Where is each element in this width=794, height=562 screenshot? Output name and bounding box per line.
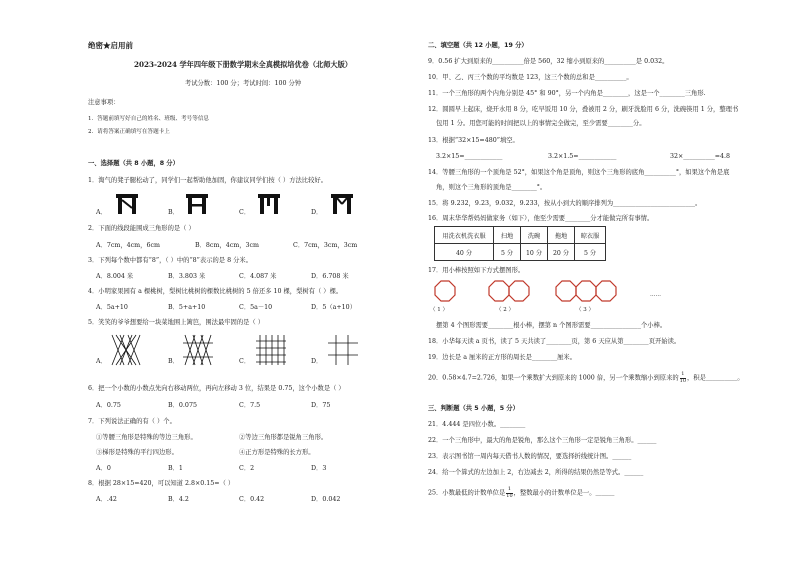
- q25-fraction: [506, 487, 512, 499]
- q3-opt-c: C．4.087 米: [239, 273, 277, 280]
- q17-ellipsis: ……: [650, 292, 661, 298]
- q2-opt-a: A．7cm，4cm，6cm: [96, 242, 160, 249]
- q1-opt-d: D．: [311, 209, 323, 216]
- q4-opt-c: C．5a－10: [239, 304, 273, 311]
- fence-c-image: [254, 333, 288, 367]
- q20-fraction-num: 1: [681, 371, 685, 377]
- q14-text: 14．等腰三角形的一个顶角是 52°，如果这个角是顶角，则这个三角形的底角__________°，如果这个角是底: [428, 169, 730, 176]
- q20-fraction-den: 10: [679, 377, 687, 384]
- q7-opt-a: A．0: [96, 465, 111, 472]
- q6-text: 6．把一个小数的小数点先向右移动两位，再向左移动 3 位，结果是 0.75，这个小数是（ ）: [88, 385, 345, 392]
- stool-b-image: [186, 194, 208, 214]
- chores-table: [434, 226, 606, 261]
- table-cell: 用洗衣机洗衣服: [435, 227, 494, 244]
- q2-opt-c: C．7cm，3cm，3cm: [293, 242, 358, 249]
- q20-fraction: [680, 372, 686, 384]
- q3-opt-b: B．3.803 米: [168, 273, 206, 280]
- table-cell: 洗碗: [521, 227, 548, 244]
- q7-item-3: ③梯形是特殊的平行四边形。: [96, 449, 178, 456]
- q5-opt-c: C．: [239, 358, 251, 365]
- page-title: 2023-2024 学年四年级下册数学期末全真模拟培优卷（北师大版）: [134, 60, 352, 69]
- note-1: 1．答题前填写好自己的姓名、班级、考号等信息: [88, 116, 210, 122]
- stool-d-image: [331, 194, 353, 214]
- q13-item-3: 32×__________=4.8: [670, 153, 731, 160]
- table-cell: 5 分: [575, 244, 606, 261]
- q5-opt-a: A．: [96, 358, 107, 365]
- q9-text: 9．0.56 扩大到原来的__________倍是 560，32 缩小到原来的__________是 0.032。: [428, 58, 669, 65]
- q4-opt-a: A．5a+10: [96, 304, 128, 311]
- q25-text-a: 25．小数最低的计数单位是: [428, 489, 506, 497]
- q11-text: 11．一个三角形的两个内角分别是 45° 和 90°，另一个内角是________，这是一个________三角形.: [428, 90, 706, 97]
- table-cell: 拖地: [548, 227, 575, 244]
- table-cell: 20 分: [548, 244, 575, 261]
- table-cell: 10 分: [521, 244, 548, 261]
- q25-text-b: ，整数最小的计数单位是一。______: [513, 489, 615, 497]
- q12-text-2: 包用 1 分。用您可能的时间把以上的事情完全做完，至少需要________分。: [436, 120, 646, 127]
- q3-opt-a: A．8.004 米: [96, 273, 134, 280]
- q20-text-a: 20．0.58×4.7=2.726，如果一个乘数扩大到原来的 1000 倍，另一个乘数缩小到原来的: [428, 374, 679, 382]
- q8-opt-d: D．0.042: [311, 496, 341, 503]
- q10-text: 10．甲、乙、丙三个数的平均数是 123，这三个数的总和是__________。: [428, 74, 633, 81]
- q7-item-2: ②等边三角形都是锐角三角形。: [239, 434, 328, 441]
- q20-text-b: ，积是__________。: [687, 374, 744, 382]
- q5-opt-d: D．: [311, 358, 323, 365]
- q4-opt-b: B．5+a+10: [168, 304, 206, 311]
- q8-opt-b: B．4.2: [168, 496, 189, 503]
- fence-a-image: [110, 333, 144, 367]
- q13-item-2: 3.2×1.5=____________: [548, 153, 617, 160]
- secret-label: 绝密★启用前: [88, 41, 133, 50]
- q1-text: 1．淘气的凳子腿松动了，同学们一起帮助他加固，你建议同学们按（ ）方法比较好。: [88, 177, 327, 184]
- notes-title: 注意事项：: [88, 99, 120, 106]
- q3-text: 3．下列每个数中都有“8”，（ ）中的“8”表示的是 8 分米。: [88, 257, 252, 264]
- q16-text: 16．周末华华帮妈妈做家务（如下），他至少需要________分才能做完所有事情。: [428, 215, 654, 222]
- q14-text-2: 角，则这个三角形的顶角是________°。: [436, 184, 547, 191]
- q6-opt-b: B．0.075: [168, 402, 197, 409]
- q25-text: [428, 487, 614, 499]
- table-cell: 晾衣服: [575, 227, 606, 244]
- fence-d-image: [326, 333, 360, 367]
- q21-text: 21．4.444 是四位小数。________: [428, 421, 526, 428]
- q6-opt-a: A．0.75: [96, 402, 121, 409]
- q13-item-1: 3.2×15=____________: [436, 153, 503, 160]
- section-choice: 一、选择题（共 8 小题，8 分）: [88, 160, 179, 167]
- q8-opt-a: A．.42: [96, 496, 117, 503]
- q1-opt-b: B．: [168, 209, 179, 216]
- stool-c-image: [258, 194, 280, 214]
- q20-text: [428, 372, 744, 384]
- q1-opt-c: C．: [239, 209, 251, 216]
- q5-text: 5．笑笑的爷爷想要给一块菜地围上篱笆，围法最牢固的是（ ）: [88, 319, 265, 326]
- q7-item-4: ④正方形是特殊的长方形。: [239, 449, 315, 456]
- q23-text: 23．表示图书馆一周内每天借书人数的情况，要选择折线统计图。______: [428, 453, 632, 460]
- q15-text: 15．将 9.232，9.23，9.032，9.233，按从小到大的顺序排列为__________________________。: [428, 200, 702, 207]
- q7-text: 7．下列说法正确的有（ ）个。: [88, 418, 176, 425]
- q6-opt-d: D．75: [311, 402, 331, 409]
- q2-text: 2．下面的线段能围成三角形的是（ ）: [88, 225, 195, 232]
- q22-text: 22．一个三角形中，最大的角是锐角，那么这个三角形一定是锐角三角形。______: [428, 437, 657, 444]
- q17-label-3: （ 3 ）: [576, 307, 594, 313]
- q5-opt-b: B．: [168, 358, 179, 365]
- octagon-pattern-image: [434, 280, 634, 304]
- q24-text: 24．给一个算式的左边加上 2，右边减去 2，所得的结果仍然是等式。______: [428, 469, 644, 476]
- q17-label-2: （ 2 ）: [496, 307, 514, 313]
- q25-fraction-den: 10: [506, 492, 513, 499]
- q17-text: 17．用小棒按照如下方式摆图形。: [428, 267, 525, 274]
- q3-opt-d: D．6.708 米: [311, 273, 349, 280]
- q18-text: 18．小华每天读 a 页书，读了 5 天共读了________页，第 6 天应从第________页开始读。: [428, 338, 681, 345]
- q4-opt-d: D．5（a+10）: [311, 304, 356, 311]
- q25-fraction-num: 1: [507, 486, 512, 492]
- q2-opt-b: B．8cm，4cm，3cm: [195, 242, 260, 249]
- q8-text: 8．根据 28×15=420，可以知道 2.8×0.15=（ ）: [88, 480, 235, 487]
- q12-text: 12．圆圆早上起床，烧开水用 8 分，吃早饭用 10 分，叠被用 2 分，刷牙洗脸用 6 分，洗碗筷用 1 分，整理书: [428, 106, 739, 113]
- table-cell: 40 分: [435, 244, 494, 261]
- q6-opt-c: C．7.5: [239, 402, 261, 409]
- table-cell: 5 分: [494, 244, 521, 261]
- exam-meta: 考试分数：100 分；考试时间：100 分钟: [184, 80, 302, 87]
- q17-text-2: 摆第 4 个图形需要________根小棒，摆第 n 个图形需要________________个小棒。: [436, 322, 667, 329]
- q19-text: 19．边长是 a 厘米的正方形的周长是________厘米。: [428, 354, 577, 361]
- q7-opt-b: B．1: [168, 465, 183, 472]
- q17-label-1: （ 1 ）: [430, 307, 448, 313]
- q8-opt-c: C．0.42: [239, 496, 265, 503]
- section-judge: 三、判断题（共 5 小题，5 分）: [428, 405, 519, 412]
- fence-b-image: [181, 333, 215, 367]
- q7-opt-c: C．2: [239, 465, 255, 472]
- note-2: 2．请将答案正确填写在答题卡上: [88, 129, 170, 135]
- table-cell: 扫地: [494, 227, 521, 244]
- q7-item-1: ①等腰三角形是特殊的等边三角形。: [96, 434, 197, 441]
- section-fill: 二、填空题（共 12 小题，19 分）: [428, 42, 528, 49]
- q4-text: 4．小明家果园有 a 棵桃树，梨树比桃树的棵数比桃树的 5 倍还多 10 棵，梨树有（ ）棵。: [88, 288, 343, 295]
- stool-a-image: [116, 194, 138, 214]
- q7-opt-d: D．3: [311, 465, 327, 472]
- q1-opt-a: A．: [96, 209, 107, 216]
- q13-text: 13．根据“32×15=480”填空。: [428, 137, 519, 144]
